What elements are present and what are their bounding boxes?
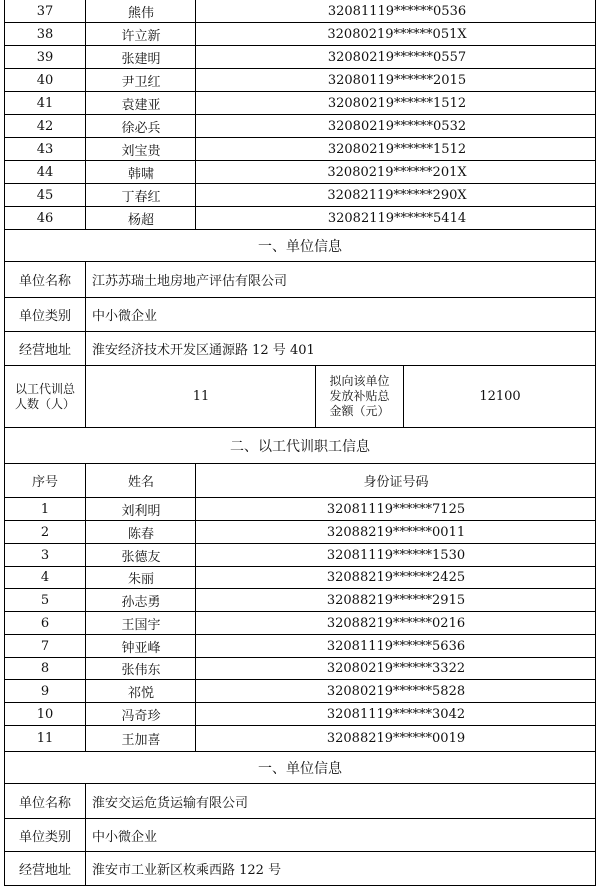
row-number: 39	[36, 49, 54, 65]
row-id-number: 32081119******0536	[195, 0, 598, 22]
table-row	[4, 91, 596, 114]
row-number: 3	[40, 547, 50, 563]
unit-name-row	[4, 783, 596, 818]
row-id-number: 32088219******0011	[195, 521, 596, 543]
table-row	[4, 114, 596, 137]
row-name: 熊伟	[85, 0, 196, 22]
row-name: 钟亚峰	[85, 635, 196, 657]
unit-address-label: 经营地址	[18, 863, 71, 878]
row-name: 张德友	[85, 544, 196, 566]
row-name: 袁建亚	[85, 92, 196, 114]
row-number: 1	[40, 501, 50, 517]
row-number: 41	[36, 95, 54, 111]
row-name: 王国宇	[85, 612, 196, 634]
table-row	[4, 520, 596, 543]
row-id-number: 32088219******0216	[195, 612, 596, 634]
table-row	[4, 611, 596, 634]
row-name: 冯奇珍	[85, 703, 196, 725]
row-number: 43	[36, 141, 54, 157]
subsidy-amount-value: 12100	[403, 366, 596, 427]
row-name: 刘宝贵	[85, 138, 196, 160]
row-name: 朱丽	[85, 567, 196, 588]
unit-address-label: 经营地址	[18, 343, 71, 358]
row-name: 许立新	[85, 23, 196, 45]
table-row	[4, 0, 596, 22]
unit-address-value: 淮安经济技术开发区通源路 12 号 401	[85, 332, 600, 365]
row-name: 杨超	[85, 207, 196, 229]
table-row	[4, 45, 596, 68]
row-id-number: 32088219******2915	[195, 589, 596, 611]
row-id-number: 32080219******201X	[195, 161, 598, 183]
column-header-number: 序号	[31, 475, 58, 490]
row-name: 王加喜	[85, 726, 196, 751]
row-name: 陈春	[85, 521, 196, 543]
table-row	[4, 22, 596, 45]
unit-type-label: 单位类别	[18, 309, 71, 324]
unit-info-section-header	[4, 229, 596, 261]
row-number: 38	[36, 26, 54, 42]
row-name: 孙志勇	[85, 589, 196, 611]
row-number: 7	[40, 638, 50, 654]
row-number: 10	[36, 706, 54, 722]
table-row	[4, 566, 596, 588]
row-number: 11	[36, 731, 54, 746]
unit-type-value: 中小微企业	[85, 819, 600, 851]
unit-name-row	[4, 261, 596, 297]
unit-type-label: 单位类别	[18, 829, 71, 845]
row-number: 42	[36, 118, 54, 134]
row-id-number: 32081119******7125	[195, 498, 596, 520]
table-row	[4, 68, 596, 91]
unit-type-row	[4, 297, 596, 331]
row-id-number: 32081119******5636	[195, 635, 596, 657]
unit-stats-row	[4, 365, 596, 427]
unit-name-label: 单位名称	[18, 274, 71, 289]
section-title: 二、以工代训职工信息	[230, 438, 370, 455]
row-name: 张伟东	[85, 658, 196, 679]
trainee-count-label: 以工代训总人数（人）	[15, 381, 76, 411]
row-number: 5	[40, 592, 50, 608]
table-row	[4, 702, 596, 725]
row-id-number: 32082119******5414	[195, 207, 598, 229]
row-name: 丁春红	[85, 184, 196, 206]
row-name: 韩啸	[85, 161, 196, 183]
table-row	[4, 137, 596, 160]
staff-section-header	[4, 427, 596, 463]
column-header-id-number: 身份证号码	[195, 464, 596, 497]
table-row	[4, 497, 596, 520]
row-id-number: 32080219******0557	[195, 46, 598, 68]
row-id-number: 32080219******5828	[195, 680, 596, 702]
staff-table-header	[4, 463, 596, 497]
table-row	[4, 160, 596, 183]
table-row	[4, 543, 596, 566]
row-number: 4	[40, 570, 50, 585]
table-row	[4, 634, 596, 657]
row-number: 40	[36, 72, 54, 88]
row-id-number: 32080219******1512	[195, 92, 598, 114]
row-number: 37	[36, 3, 54, 19]
trainee-count-value: 11	[85, 366, 316, 427]
row-name: 尹卫红	[85, 69, 196, 91]
row-id-number: 32082119******290X	[195, 184, 598, 206]
row-number: 44	[36, 164, 54, 180]
table-row	[4, 725, 596, 751]
row-name: 张建明	[85, 46, 196, 68]
table-row	[4, 657, 596, 679]
row-id-number: 32080219******3322	[195, 658, 596, 679]
row-id-number: 32080219******1512	[195, 138, 598, 160]
row-id-number: 32080119******2015	[195, 69, 598, 91]
unit-type-value: 中小微企业	[85, 298, 600, 331]
row-id-number: 32081119******1530	[195, 544, 596, 566]
row-id-number: 32088219******0019	[195, 726, 596, 751]
row-number: 46	[36, 210, 54, 226]
section-title: 一、单位信息	[258, 760, 342, 777]
table-row	[4, 183, 596, 206]
row-number: 2	[40, 524, 50, 540]
unit-info-section-header	[4, 751, 596, 783]
row-id-number: 32080219******051X	[195, 23, 598, 45]
subsidy-amount-label: 拟向该单位发放补贴总金额（元）	[315, 366, 403, 427]
unit-name-value: 淮安交运危货运输有限公司	[85, 784, 600, 818]
row-number: 6	[40, 615, 50, 631]
row-number: 8	[40, 661, 50, 676]
unit-name-value: 江苏苏瑞土地房地产评估有限公司	[85, 262, 600, 297]
row-name: 祁悦	[85, 680, 196, 702]
unit-address-row	[4, 331, 596, 365]
table-row	[4, 679, 596, 702]
row-id-number: 32081119******3042	[195, 703, 596, 725]
table-row	[4, 206, 596, 229]
unit-type-row	[4, 818, 596, 851]
row-name: 刘利明	[85, 498, 196, 520]
unit-address-row	[4, 851, 596, 885]
unit-address-value: 淮安市工业新区枚乘西路 122 号	[85, 852, 600, 885]
column-header-name: 姓名	[85, 464, 196, 497]
table-row	[4, 588, 596, 611]
table-bottom-border	[4, 885, 596, 886]
row-id-number: 32080219******0532	[195, 115, 598, 137]
unit-name-label: 单位名称	[18, 795, 71, 811]
row-id-number: 32088219******2425	[195, 567, 596, 588]
row-name: 徐必兵	[85, 115, 196, 137]
row-number: 9	[40, 683, 50, 699]
section-title: 一、单位信息	[258, 238, 342, 255]
row-number: 45	[36, 187, 54, 203]
